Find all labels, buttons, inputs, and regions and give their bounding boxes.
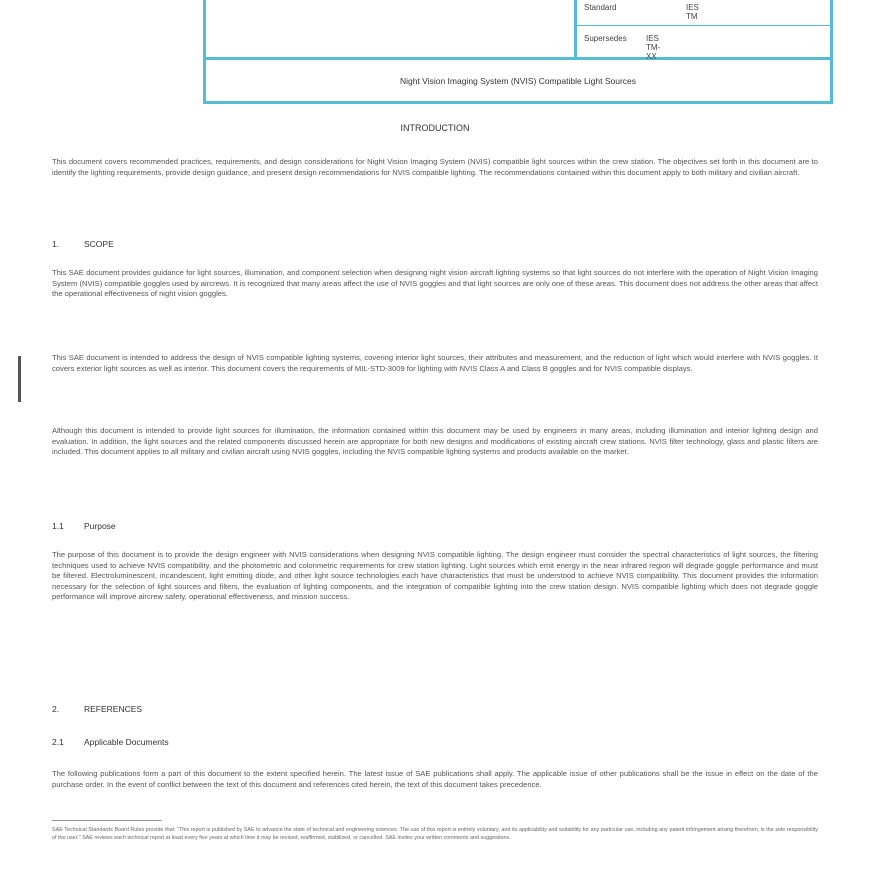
footnote: SAE Technical Standards Board Rules provide that: "This report is published by SAE to advance the state of technical and engineering sciences. The use of this report is entirely voluntary, and its applicability and suitability for any particular use, including any patent infringement arising therefrom, is the sole responsibility of the user." SAE reviews each technical report at least every five years at which time it may be revised, reaffirmed, stabilized, or cancelled. SAE invites your written comments and suggestions. (52, 827, 818, 841)
purpose-paragraph: The purpose of this document is to provide the design engineer with NVIS considerations when designing NVIS compatible lighting. The design engineer must consider the spectral characteristics of light sources, the filtering techniques used to achieve NVIS compatibility, and the photometric and colorimetric requirements for crew station lighting. Light sources which emit energy in the near infrared region will degrade goggle performance and must be filtered. Electroluminescent, incandescent, light emitting diode, and other light source technologies each have characteristics that must be understood to achieve NVIS compatibility. This document provides the information necessary for the selection of light sources and filters, the evaluation of lighting components, and the integration of compatible lighting into the crew station design. NVIS compatible lighting which does not degrade goggle performance will improve aircrew safety, operational effectiveness, and mission success. (52, 550, 818, 602)
header-top-row (206, 0, 830, 60)
intro-paragraph: This document covers recommended practices, requirements, and design considerations for Night Vision Imaging System (NVIS) compatible light sources within the crew station. The objectives set forth in this document are to identify the lighting requirements, provide design guidance, and present design recommendations for NVIS compatible lighting. The recommendations contained within this document apply to both military and civilian aircraft. (52, 157, 818, 177)
applicable-documents-paragraph: The following publications form a part of this document to the extent specified herein. The latest issue of SAE publications shall apply. The applicable issue of other publications shall be the issue in effect on the date of the purchase order. In the event of conflict between the text of this document and references cited herein, the text of this document takes precedence. (52, 769, 818, 789)
scope-paragraph-1: This SAE document provides guidance for light sources, illumination, and component selection when designing night vision aircraft lighting systems so that light sources do not interfere with the operation of Night Vision Imaging System (NVIS) compatible goggles used by aircrews. It is recognized that many areas affect the use of NVIS goggles and that light sources are only one of these areas. This document does not address the other areas that affect the operational effectiveness of night vision goggles. (52, 268, 818, 299)
header-key: Standard (584, 3, 617, 12)
scope-paragraph-2: This SAE document is intended to address the design of NVIS compatible lighting systems, covering interior light sources, their attributes and measurement, and the reduction of light which would interfere with NVIS goggles. It covers exterior light sources as well as interior. This document covers the requirements of MIL-STD-3009 for lighting with NVIS Class A and Class B goggles and for NVIS compatible displays. (52, 353, 818, 373)
footnote-divider (52, 820, 162, 821)
header-key: Supersedes (584, 34, 627, 43)
header-logo-cell (206, 0, 577, 57)
section-scope-heading (52, 239, 114, 249)
header-divider (576, 25, 831, 26)
document-header-box (203, 0, 833, 104)
header-value: IES TM (686, 3, 699, 21)
section-references-heading (52, 704, 142, 714)
section-number: 2.1 (52, 737, 64, 747)
section-applicable-documents-heading (52, 737, 169, 747)
scope-paragraph-3: Although this document is intended to provide light sources for illumination, the information contained within this document may be used by engineers in many areas, including illumination and interior lighting design and evaluation. In addition, the light sources and the related components discussed herein are appropriate for both new designs and modifications of existing aircraft crew stations. NVIS filter technology, glass and plastic filters are included. This document applies to all military and civilian aircraft using NVIS goggles, including the NVIS compatible lighting systems and products available on the market. (52, 426, 818, 457)
section-number: 1. (52, 239, 60, 249)
change-bar (18, 356, 21, 402)
section-title: SCOPE (84, 239, 114, 249)
section-purpose-heading (52, 521, 116, 531)
section-number: 1.1 (52, 521, 64, 531)
section-title: REFERENCES (84, 704, 143, 714)
section-title: Applicable Documents (84, 737, 169, 747)
document-title: Night Vision Imaging System (NVIS) Compatible Light Sources (399, 76, 637, 86)
section-title: Purpose (84, 521, 116, 531)
section-heading-introduction: INTRODUCTION (400, 123, 470, 133)
section-number: 2. (52, 704, 60, 714)
header-value: IES TM-XX (646, 34, 661, 61)
